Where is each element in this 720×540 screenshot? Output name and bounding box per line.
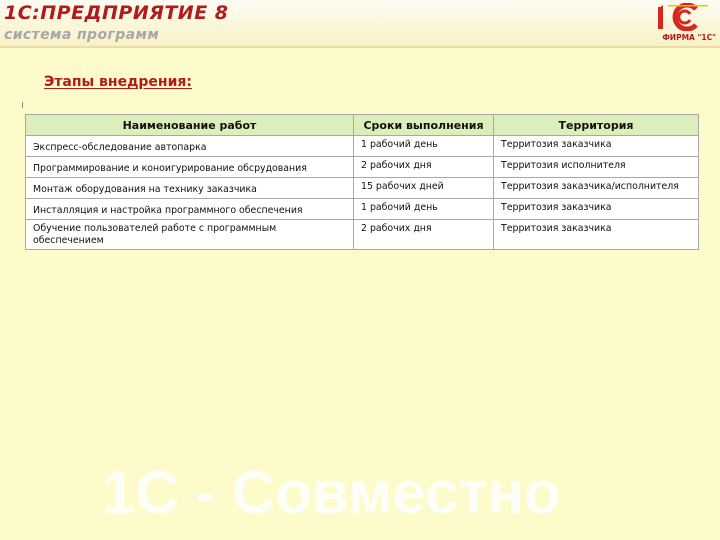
column-header-work: Наименование работ: [26, 115, 354, 136]
watermark-text: 1С - Совместно: [102, 459, 561, 526]
cell-territory: Территозия заказчика: [494, 136, 699, 157]
cell-territory: Территозия заказчика: [494, 220, 699, 250]
table-header-row: [26, 115, 699, 136]
works-table: [25, 114, 699, 250]
cell-term: 15 рабочих дней: [354, 178, 494, 199]
logo-caption: ФИРМА "1С": [662, 33, 716, 42]
cell-work: Инсталляция и настройка программного обеспечения: [26, 199, 354, 220]
cell-territory: Территозия исполнителя: [494, 157, 699, 178]
table-row: [26, 220, 699, 250]
cell-term: 1 рабочий день: [354, 136, 494, 157]
cell-work: Обучение пользователей работе с программным обеспечением: [26, 220, 354, 250]
section-title: Этапы внедрения:: [44, 74, 192, 90]
cell-term: 2 рабочих дня: [354, 220, 494, 250]
product-title: 1С:ПРЕДПРИЯТИЕ 8: [4, 2, 229, 24]
table-row: [26, 199, 699, 220]
cell-term: 1 рабочий день: [354, 199, 494, 220]
column-header-territory: Территория: [494, 115, 699, 136]
column-header-term: Сроки выполнения: [354, 115, 494, 136]
cell-territory: Территозия заказчика/исполнителя: [494, 178, 699, 199]
cell-work: Экспресс-обследование автопарка: [26, 136, 354, 157]
cell-work: Монтаж оборудования на технику заказчика: [26, 178, 354, 199]
divider: [22, 102, 23, 108]
cell-term: 2 рабочих дня: [354, 157, 494, 178]
cell-work: Программирование и коноигурирование обсрудования: [26, 157, 354, 178]
product-subtitle: система программ: [4, 27, 160, 43]
cell-territory: Территозия заказчика: [494, 199, 699, 220]
table-row: [26, 157, 699, 178]
table-row: [26, 136, 699, 157]
table-row: [26, 178, 699, 199]
app-header: [0, 0, 720, 48]
1c-logo-icon: [656, 3, 710, 31]
